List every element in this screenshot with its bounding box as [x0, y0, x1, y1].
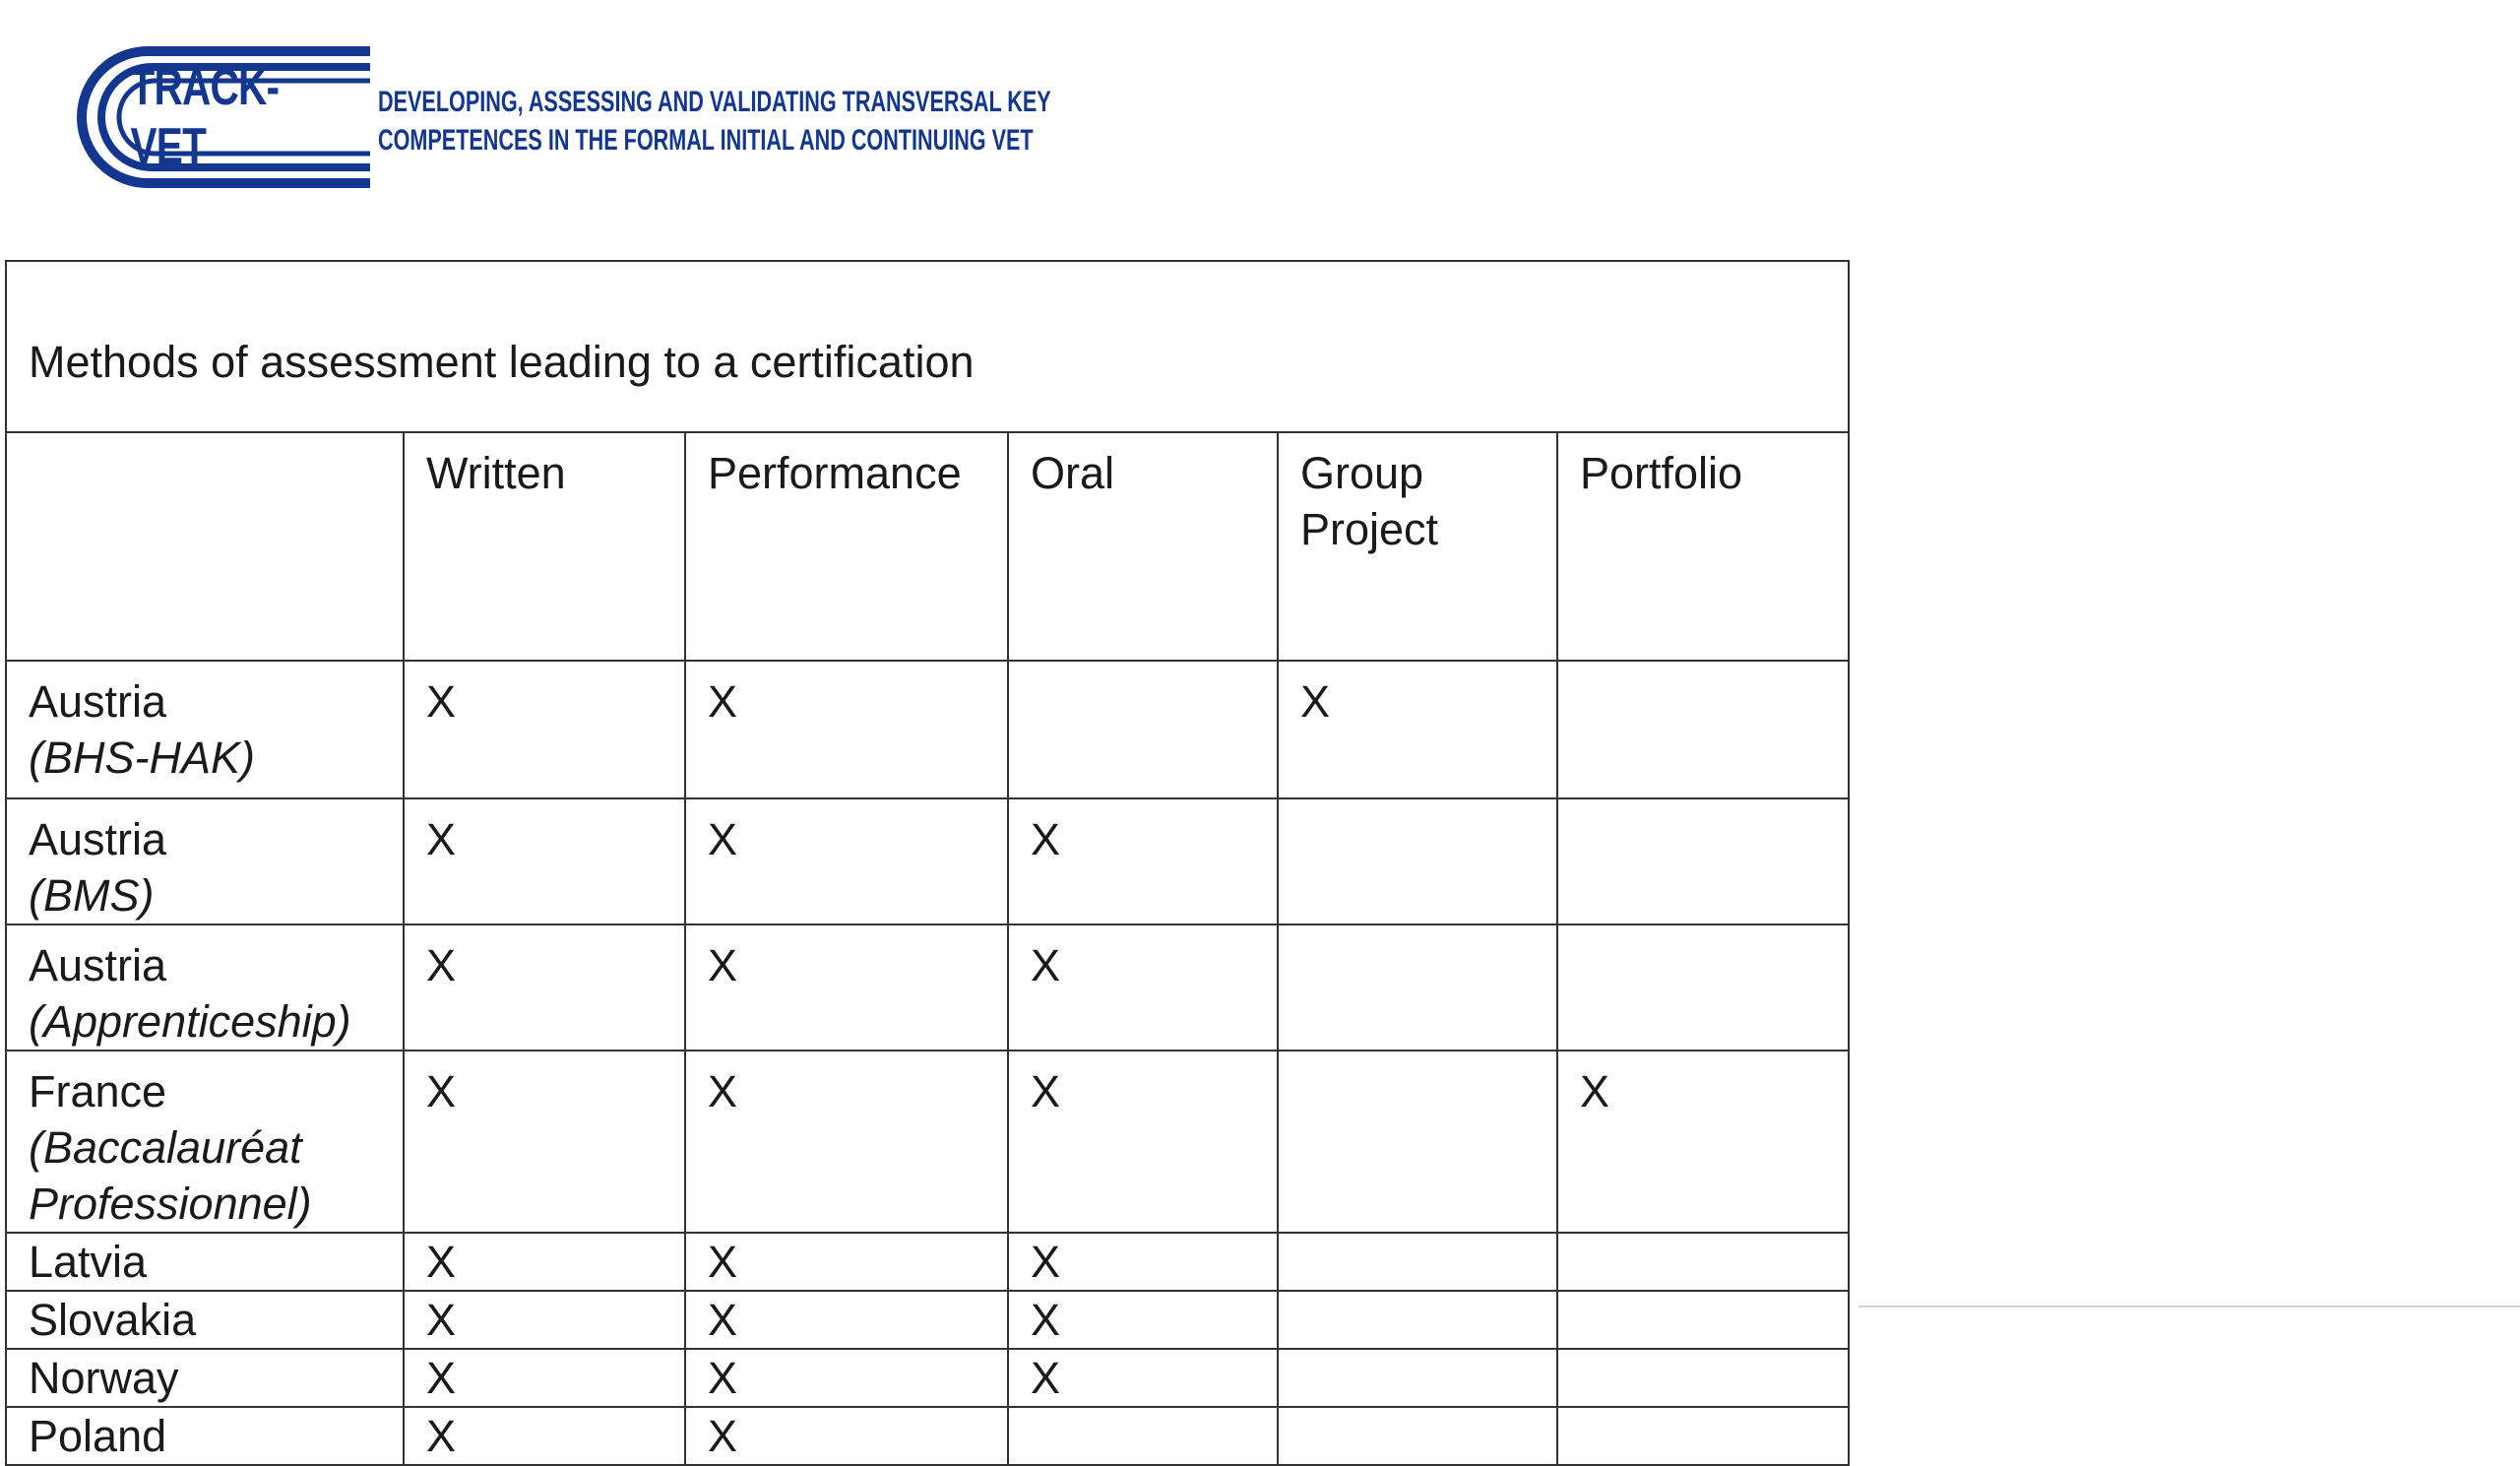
cell-written: X: [404, 1349, 685, 1407]
header-oral: Oral: [1008, 432, 1278, 661]
cell-written: X: [404, 1407, 685, 1465]
row-label: [6, 924, 404, 1051]
country-subtitle: (Baccalauréat: [29, 1122, 302, 1173]
margin-divider: [1858, 1306, 2520, 1307]
country-subtitle: (Apprenticeship): [29, 996, 351, 1047]
cell-performance: X: [685, 924, 1008, 1051]
cell-group-project: [1278, 1233, 1557, 1291]
country-name: Austria: [29, 814, 167, 864]
table-row: [6, 798, 1849, 924]
cell-group-project: [1278, 798, 1557, 924]
header-written: Written: [404, 432, 685, 661]
cell-group-project: [1278, 924, 1557, 1051]
track-vet-logo: [75, 45, 370, 189]
cell-performance: X: [685, 798, 1008, 924]
row-label: [6, 798, 404, 924]
cell-written: X: [404, 798, 685, 924]
table-row: [6, 1233, 1849, 1291]
assessment-table-container: [5, 260, 1848, 1466]
cell-group-project: [1278, 1407, 1557, 1465]
row-label: Latvia: [6, 1233, 404, 1291]
cell-written: X: [404, 1233, 685, 1291]
cell-performance: X: [685, 1233, 1008, 1291]
header-cell-empty: [6, 432, 404, 661]
cell-written: X: [404, 924, 685, 1051]
table-row: [6, 1051, 1849, 1233]
cell-performance: X: [685, 1051, 1008, 1233]
cell-oral: X: [1008, 1349, 1278, 1407]
cell-written: X: [404, 1051, 685, 1233]
country-subtitle: (BMS): [29, 870, 155, 921]
cell-oral: X: [1008, 1051, 1278, 1233]
header-group-line1: Group: [1300, 448, 1424, 498]
row-label: [6, 1051, 404, 1233]
table-row: [6, 1291, 1849, 1349]
country-subtitle-line2: Professionnel): [29, 1179, 312, 1229]
table-row: [6, 924, 1849, 1051]
table-row: [6, 661, 1849, 798]
cell-written: X: [404, 1291, 685, 1349]
cell-oral: X: [1008, 798, 1278, 924]
logo-wordmark: TRACK-VET: [130, 59, 280, 175]
header-group-line2: Project: [1300, 504, 1439, 554]
cell-group-project: [1278, 1349, 1557, 1407]
cell-portfolio: X: [1557, 1051, 1849, 1233]
cell-portfolio: [1557, 1291, 1849, 1349]
header-group-project: [1278, 432, 1557, 661]
cell-performance: X: [685, 1291, 1008, 1349]
cell-oral: X: [1008, 1291, 1278, 1349]
table-row: [6, 1349, 1849, 1407]
cell-group-project: [1278, 1051, 1557, 1233]
cell-group-project: [1278, 1291, 1557, 1349]
country-subtitle: (BHS-HAK): [29, 733, 256, 783]
table-title-row: [6, 261, 1849, 432]
cell-performance: X: [685, 1349, 1008, 1407]
table-row: [6, 1407, 1849, 1465]
cell-portfolio: [1557, 798, 1849, 924]
cell-portfolio: [1557, 661, 1849, 798]
cell-group-project: X: [1278, 661, 1557, 798]
header-performance: Performance: [685, 432, 1008, 661]
cell-portfolio: [1557, 1407, 1849, 1465]
tagline-line-1: DEVELOPING, ASSESSING AND VALIDATING TRANSVERSAL KEY: [378, 86, 1051, 118]
country-name: Austria: [29, 676, 167, 727]
cell-written: X: [404, 661, 685, 798]
cell-portfolio: [1557, 1349, 1849, 1407]
row-label: [6, 661, 404, 798]
table-header-row: [6, 432, 1849, 661]
table-title-cell: [6, 261, 1849, 432]
cell-performance: X: [685, 661, 1008, 798]
cell-performance: X: [685, 1407, 1008, 1465]
table-title: Methods of assessment leading to a certification: [29, 336, 975, 387]
cell-oral: [1008, 1407, 1278, 1465]
cell-portfolio: [1557, 1233, 1849, 1291]
row-label: Poland: [6, 1407, 404, 1465]
cell-portfolio: [1557, 924, 1849, 1051]
assessment-methods-table: [5, 260, 1850, 1466]
header-portfolio: Portfolio: [1557, 432, 1849, 661]
cell-oral: X: [1008, 1233, 1278, 1291]
row-label: Slovakia: [6, 1291, 404, 1349]
country-name: Austria: [29, 940, 167, 990]
tagline-line-2: COMPETENCES IN THE FORMAL INITIAL AND CONTINUING VET: [378, 124, 1034, 157]
cell-oral: X: [1008, 924, 1278, 1051]
project-tagline: [378, 83, 1051, 159]
country-name: France: [29, 1066, 167, 1116]
row-label: Norway: [6, 1349, 404, 1407]
cell-oral: [1008, 661, 1278, 798]
